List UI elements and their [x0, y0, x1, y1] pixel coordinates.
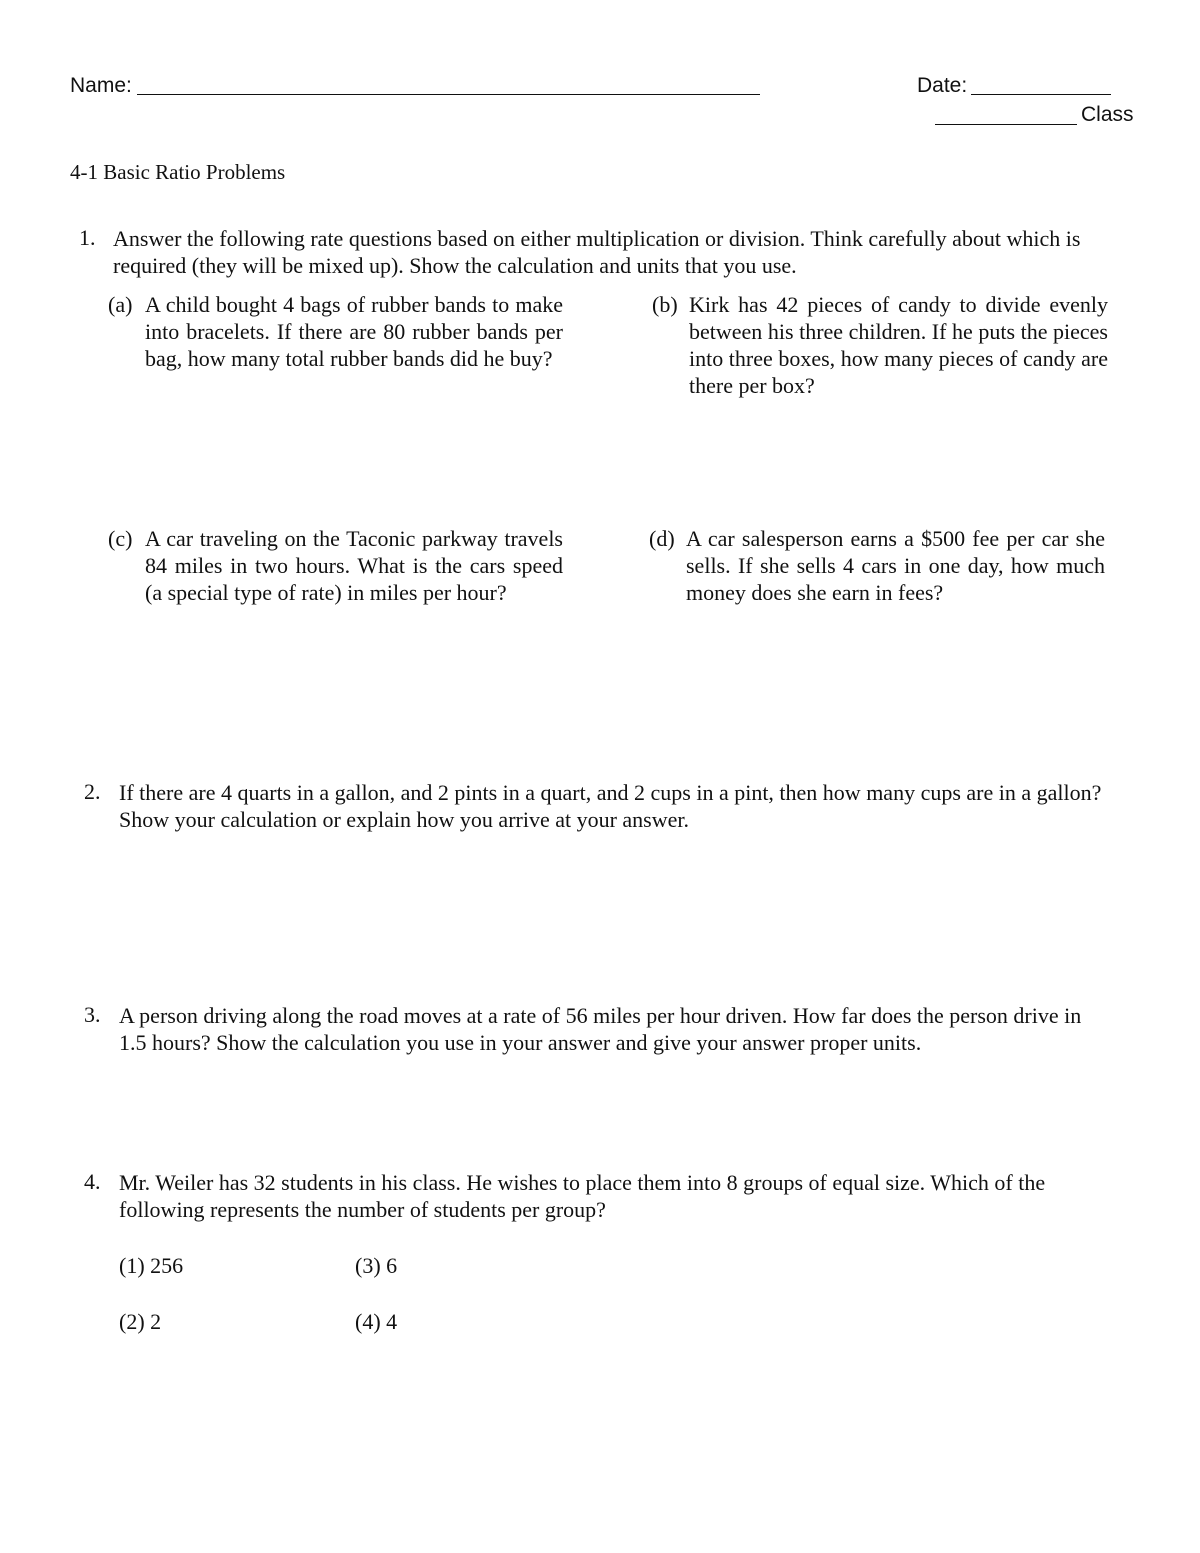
question-number: 2.: [84, 779, 101, 804]
question-1c: [108, 525, 563, 606]
name-label: Name:: [70, 74, 132, 97]
question-number: 3.: [84, 1002, 101, 1027]
question-number: 4.: [84, 1169, 101, 1194]
answer-choice-2: (2) 2: [119, 1309, 162, 1334]
part-text: Kirk has 42 pieces of candy to divide evenly between his three children. If he puts the pieces into three boxes, how many pieces of candy are there per box?: [689, 292, 1108, 398]
date-field-line[interactable]: [971, 94, 1111, 95]
question-1d: [649, 525, 1105, 606]
part-letter: (a): [108, 292, 133, 317]
worksheet-title: 4-1 Basic Ratio Problems: [70, 160, 286, 184]
question-1a: [108, 291, 563, 372]
part-letter: (c): [108, 526, 133, 551]
date-label: Date:: [917, 74, 968, 97]
name-field-line[interactable]: [137, 94, 760, 95]
question-3-text: A person driving along the road moves at a rate of 56 miles per hour driven. How far does the person drive in 1.5 hours? Show the calculation you use in your answer and give your answer proper units.: [119, 1003, 1082, 1055]
part-letter: (d): [649, 526, 675, 551]
answer-choice-3: (3) 6: [355, 1253, 398, 1278]
part-text: A child bought 4 bags of rubber bands to make into bracelets. If there are 80 rubber bands per bag, how many total rubber bands did he buy?: [145, 292, 563, 371]
part-text: A car salesperson earns a $500 fee per car she sells. If she sells 4 cars in one day, how much money does she earn in fees?: [686, 526, 1105, 605]
question-4-text: Mr. Weiler has 32 students in his class. He wishes to place them into 8 groups of equal size. Which of the following represents the number of students per group?: [119, 1170, 1046, 1222]
class-label: Class: [1081, 103, 1134, 126]
question-2-text: If there are 4 quarts in a gallon, and 2 pints in a quart, and 2 cups in a pint, then how many cups are in a gallon? Show your calculation or explain how you arrive at your answer.: [119, 780, 1102, 832]
answer-choice-4: (4) 4: [355, 1309, 398, 1334]
question-1b: [652, 291, 1108, 399]
question-1-text: Answer the following rate questions based on either multiplication or division. Think carefully about which is required (they will be mixed up). Show the calculation and units that you use.: [113, 226, 1081, 278]
class-field-line[interactable]: [935, 124, 1077, 125]
question-number: 1.: [79, 225, 96, 250]
answer-choice-1: (1) 256: [119, 1253, 184, 1278]
part-text: A car traveling on the Taconic parkway travels 84 miles in two hours. What is the cars speed (a special type of rate) in miles per hour?: [145, 526, 563, 605]
part-letter: (b): [652, 292, 678, 317]
